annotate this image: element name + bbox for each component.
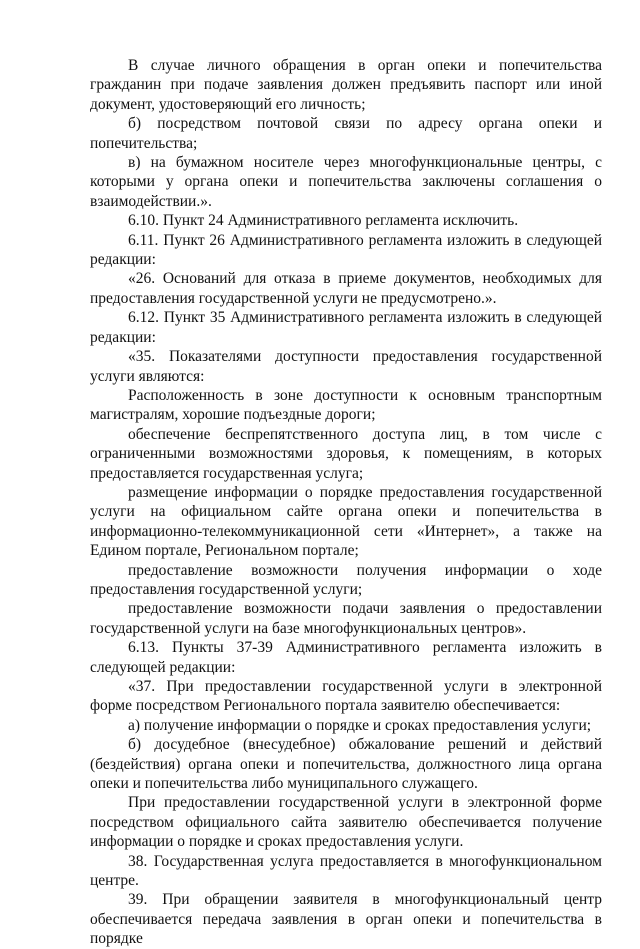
paragraph-6-13: 6.13. Пункты 37-39 Административного регламента изложить в следующей редакции: [90,639,602,676]
paragraph-official-site: При предоставлении государственной услуги в электронной форме посредством официального сайта заявителю обеспечивается получение информации о порядке и сроках предоставления услуги. [90,794,602,851]
document-body [90,56,602,949]
paragraph-clause-38: 38. Государственная услуга предоставляется в многофункциональном центре. [90,852,602,890]
paragraph-6-11: 6.11. Пункт 26 Административного регламента изложить в следующей редакции: [90,231,602,269]
paragraph-6-10: 6.10. Пункт 24 Административного регламента исключить. [128,212,519,230]
paragraph-clause-37: «37. При предоставлении государственной услуги в электронной форме посредством Регионального портала заявителю обеспечивается: [90,678,602,715]
paragraph-progress-info: предоставление возможности получения информации о ходе предоставления государственной услуги; [90,561,602,598]
paragraph-location: Расположенность в зоне доступности к основным транспортным магистралям, хорошие подъездные дороги; [90,386,602,424]
paragraph-access: обеспечение беспрепятственного доступа лиц, в том числе с ограниченными возможностями здоровья, к помещениям, в которых предоставляется государственная услуга; [90,425,602,482]
paragraph-item-b-postal: б) посредством почтовой связи по адресу органа опеки и попечительства; [90,115,602,152]
paragraph-clause-35: «35. Показателями доступности предоставления государственной услуги являются: [90,348,602,385]
paragraph-mfc-application: предоставление возможности подачи заявления о предоставлении государственной услуги на базе многофункциональных центров». [90,600,602,637]
paragraph-info-placement: размещение информации о порядке предоставления государственной услуги на официальном сайте органа опеки и попечительства в информационно-телекоммуникационной сети «Интернет», а также на Едином портале, Региональном портале; [90,483,602,560]
paragraph-item-v-paper: в) на бумажном носителе через многофункциональные центры, с которыми у органа опеки и попечительства заключены соглашения о взаимодействии.». [90,154,602,210]
paragraph-clause-39: 39. При обращении заявителя в многофункциональный центр обеспечивается передача заявления в орган опеки и попечительства в порядке [90,891,602,948]
paragraph-item-b-appeal: б) досудебное (внесудебное) обжалование решений и действий (бездействия) органа опеки и попечительства, должностного лица органа опеки и попечительства либо муниципального служащего. [90,736,602,793]
paragraph-item-a-info: а) получение информации о порядке и сроках предоставления услуги; [128,716,592,734]
paragraph-clause-26: «26. Оснований для отказа в приеме документов, необходимых для предоставления государственной услуги не предусмотрено.». [90,270,602,307]
paragraph-6-12: 6.12. Пункт 35 Административного регламента изложить в следующей редакции: [90,309,602,346]
paragraph-personal-appeal: В случае личного обращения в орган опеки и попечительства гражданин при подаче заявления должен предъявить паспорт или иной документ, удостоверяющий его личность; [90,57,602,113]
